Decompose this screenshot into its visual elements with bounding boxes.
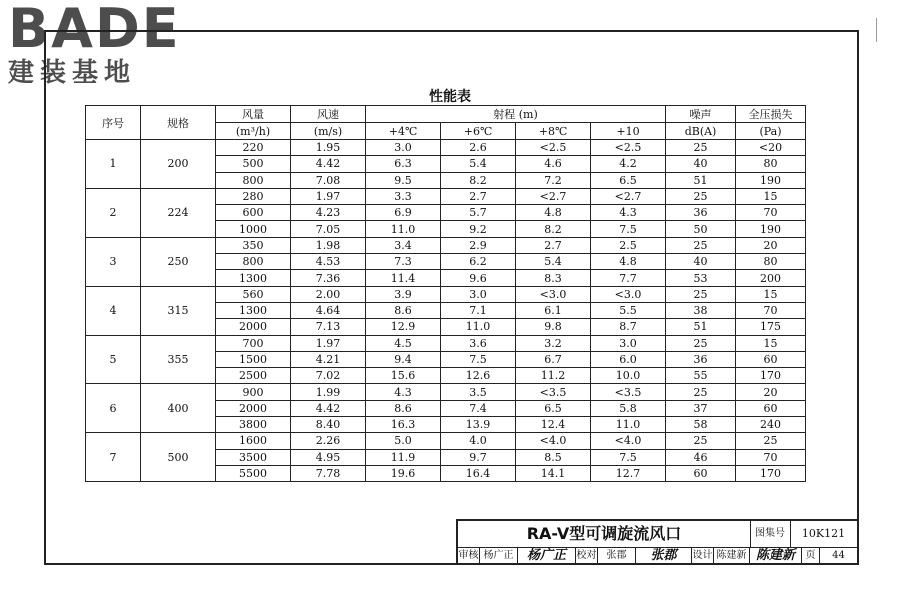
cell-throw-6: 12.6	[441, 368, 516, 384]
header-throw-6: +6℃	[441, 123, 516, 140]
cell-velocity: 4.21	[291, 351, 366, 367]
cell-throw-4: 3.9	[366, 286, 441, 302]
cell-airflow: 3500	[216, 449, 291, 465]
edge-tick	[876, 18, 877, 42]
cell-throw-10: 7.5	[591, 449, 666, 465]
cell-noise: 37	[666, 400, 736, 416]
cell-velocity: 2.26	[291, 433, 366, 449]
cell-pressure: 20	[736, 237, 806, 253]
cell-index: 2	[86, 188, 141, 237]
cell-noise: 40	[666, 254, 736, 270]
cell-airflow: 350	[216, 237, 291, 253]
cell-pressure: 190	[736, 221, 806, 237]
cell-throw-6: 3.5	[441, 384, 516, 400]
cell-noise: 25	[666, 433, 736, 449]
cell-velocity: 1.98	[291, 237, 366, 253]
cell-index: 6	[86, 384, 141, 433]
cell-velocity: 7.78	[291, 465, 366, 481]
cell-airflow: 3800	[216, 417, 291, 433]
cell-throw-10: <2.5	[591, 140, 666, 156]
cell-pressure: 80	[736, 156, 806, 172]
cell-airflow: 280	[216, 188, 291, 204]
cell-throw-4: 16.3	[366, 417, 441, 433]
cell-throw-10: 4.3	[591, 205, 666, 221]
cell-throw-6: 3.0	[441, 286, 516, 302]
cell-pressure: 20	[736, 384, 806, 400]
cell-throw-4: 12.9	[366, 319, 441, 335]
cell-throw-10: 6.5	[591, 172, 666, 188]
cell-velocity: 7.02	[291, 368, 366, 384]
cell-pressure: 80	[736, 254, 806, 270]
cell-throw-6: 9.2	[441, 221, 516, 237]
cell-throw-10: 4.2	[591, 156, 666, 172]
cell-throw-6: 7.1	[441, 302, 516, 318]
cell-throw-4: 15.6	[366, 368, 441, 384]
cell-throw-6: 2.6	[441, 140, 516, 156]
cell-pressure: 170	[736, 368, 806, 384]
cell-throw-10: 4.8	[591, 254, 666, 270]
cell-velocity: 1.99	[291, 384, 366, 400]
cell-airflow: 1300	[216, 302, 291, 318]
cell-spec: 500	[141, 433, 216, 482]
cell-throw-8: 11.2	[516, 368, 591, 384]
cell-airflow: 2000	[216, 400, 291, 416]
cell-throw-8: 8.3	[516, 270, 591, 286]
cell-spec: 355	[141, 335, 216, 384]
designer-name: 陈建新	[714, 547, 750, 565]
cell-throw-4: 6.9	[366, 205, 441, 221]
performance-table-body	[86, 140, 806, 482]
cell-airflow: 1500	[216, 351, 291, 367]
cell-throw-8: 2.7	[516, 237, 591, 253]
cell-index: 7	[86, 433, 141, 482]
header-airflow-unit: (m³/h)	[216, 123, 291, 140]
cell-throw-8: 8.2	[516, 221, 591, 237]
header-throw: 射程 (m)	[366, 106, 666, 123]
header-pressure-unit: (Pa)	[736, 123, 806, 140]
cell-noise: 25	[666, 140, 736, 156]
signature-row	[458, 547, 857, 565]
cell-velocity: 4.23	[291, 205, 366, 221]
atlas-number-label: 图集号	[750, 521, 791, 548]
cell-throw-4: 8.6	[366, 400, 441, 416]
cell-airflow: 560	[216, 286, 291, 302]
cell-airflow: 1300	[216, 270, 291, 286]
cell-throw-6: 4.0	[441, 433, 516, 449]
cell-noise: 51	[666, 172, 736, 188]
cell-throw-6: 5.7	[441, 205, 516, 221]
cell-throw-6: 11.0	[441, 319, 516, 335]
cell-velocity: 2.00	[291, 286, 366, 302]
page-label: 页	[802, 547, 820, 565]
page-number: 44	[832, 550, 845, 561]
cell-throw-8: 6.5	[516, 400, 591, 416]
cell-noise: 46	[666, 449, 736, 465]
cell-throw-4: 4.5	[366, 335, 441, 351]
cell-spec: 200	[141, 140, 216, 189]
cell-airflow: 600	[216, 205, 291, 221]
cell-pressure: 70	[736, 449, 806, 465]
checker-signature: 张郡	[636, 547, 692, 565]
header-noise-unit: dB(A)	[666, 123, 736, 140]
cell-throw-6: 9.6	[441, 270, 516, 286]
cell-throw-8: <3.5	[516, 384, 591, 400]
cell-throw-6: 3.6	[441, 335, 516, 351]
cell-throw-10: 5.5	[591, 302, 666, 318]
cell-throw-10: <2.7	[591, 188, 666, 204]
reviewer-signature: 杨广正	[518, 547, 576, 565]
cell-throw-6: 2.7	[441, 188, 516, 204]
cell-pressure: 15	[736, 286, 806, 302]
performance-table	[85, 105, 806, 482]
cell-throw-8: <2.7	[516, 188, 591, 204]
cell-throw-4: 11.9	[366, 449, 441, 465]
header-throw-4: +4℃	[366, 123, 441, 140]
cell-throw-8: 12.4	[516, 417, 591, 433]
cell-throw-4: 3.3	[366, 188, 441, 204]
header-velocity: 风速	[291, 106, 366, 123]
cell-airflow: 1000	[216, 221, 291, 237]
cell-spec: 315	[141, 286, 216, 335]
check-label: 校对	[576, 547, 598, 565]
cell-throw-10: 7.7	[591, 270, 666, 286]
header-throw-8: +8℃	[516, 123, 591, 140]
cell-throw-6: 5.4	[441, 156, 516, 172]
cell-airflow: 700	[216, 335, 291, 351]
cell-noise: 55	[666, 368, 736, 384]
cell-index: 1	[86, 140, 141, 189]
cell-throw-6: 16.4	[441, 465, 516, 481]
cell-spec: 224	[141, 188, 216, 237]
cell-throw-4: 8.6	[366, 302, 441, 318]
cell-throw-8: 5.4	[516, 254, 591, 270]
cell-throw-8: 3.2	[516, 335, 591, 351]
cell-velocity: 1.97	[291, 335, 366, 351]
cell-index: 5	[86, 335, 141, 384]
header-pressure: 全压损失	[736, 106, 806, 123]
header-index: 序号	[86, 106, 141, 140]
cell-noise: 58	[666, 417, 736, 433]
cell-velocity: 4.42	[291, 400, 366, 416]
cell-pressure: 240	[736, 417, 806, 433]
cell-pressure: 60	[736, 351, 806, 367]
cell-noise: 51	[666, 319, 736, 335]
cell-velocity: 1.95	[291, 140, 366, 156]
cell-throw-6: 8.2	[441, 172, 516, 188]
cell-throw-4: 11.4	[366, 270, 441, 286]
cell-airflow: 1600	[216, 433, 291, 449]
cell-noise: 50	[666, 221, 736, 237]
table-row	[86, 433, 806, 449]
header-throw-10: +10	[591, 123, 666, 140]
cell-pressure: 15	[736, 188, 806, 204]
drawing-title: RA-V型可调旋流风口	[458, 521, 751, 548]
cell-noise: 25	[666, 237, 736, 253]
cell-throw-4: 3.4	[366, 237, 441, 253]
cell-pressure: 25	[736, 433, 806, 449]
header-airflow: 风量	[216, 106, 291, 123]
cell-velocity: 1.97	[291, 188, 366, 204]
cell-throw-10: 12.7	[591, 465, 666, 481]
cell-spec: 400	[141, 384, 216, 433]
cell-pressure: 170	[736, 465, 806, 481]
cell-pressure: 70	[736, 302, 806, 318]
reviewer-name: 杨广正	[480, 547, 518, 565]
cell-throw-4: 9.4	[366, 351, 441, 367]
logo-wordmark: BADE	[8, 0, 181, 60]
cell-throw-6: 9.7	[441, 449, 516, 465]
header-velocity-unit: (m/s)	[291, 123, 366, 140]
cell-airflow: 900	[216, 384, 291, 400]
cell-throw-6: 2.9	[441, 237, 516, 253]
cell-velocity: 7.13	[291, 319, 366, 335]
cell-throw-6: 7.4	[441, 400, 516, 416]
cell-noise: 38	[666, 302, 736, 318]
logo-subtitle: 建装基地	[8, 58, 137, 88]
cell-noise: 25	[666, 188, 736, 204]
cell-pressure: 70	[736, 205, 806, 221]
cell-throw-4: 11.0	[366, 221, 441, 237]
cell-airflow: 2000	[216, 319, 291, 335]
cell-airflow: 220	[216, 140, 291, 156]
cell-throw-8: <4.0	[516, 433, 591, 449]
cell-index: 3	[86, 237, 141, 286]
cell-noise: 40	[666, 156, 736, 172]
cell-throw-10: 8.7	[591, 319, 666, 335]
cell-throw-8: 14.1	[516, 465, 591, 481]
cell-throw-6: 7.5	[441, 351, 516, 367]
cell-noise: 36	[666, 351, 736, 367]
cell-throw-10: 3.0	[591, 335, 666, 351]
cell-throw-10: <3.5	[591, 384, 666, 400]
cell-throw-8: <2.5	[516, 140, 591, 156]
cell-pressure: 200	[736, 270, 806, 286]
cell-pressure: 15	[736, 335, 806, 351]
cell-throw-6: 13.9	[441, 417, 516, 433]
cell-throw-4: 3.0	[366, 140, 441, 156]
cell-velocity: 7.08	[291, 172, 366, 188]
cell-throw-10: 11.0	[591, 417, 666, 433]
cell-throw-4: 5.0	[366, 433, 441, 449]
cell-throw-10: 10.0	[591, 368, 666, 384]
table-row	[86, 286, 806, 302]
cell-throw-8: 8.5	[516, 449, 591, 465]
cell-velocity: 4.64	[291, 302, 366, 318]
cell-velocity: 4.53	[291, 254, 366, 270]
cell-index: 4	[86, 286, 141, 335]
cell-throw-10: <3.0	[591, 286, 666, 302]
cell-noise: 25	[666, 286, 736, 302]
checker-name: 张郡	[598, 547, 636, 565]
cell-noise: 25	[666, 335, 736, 351]
header-noise: 噪声	[666, 106, 736, 123]
cell-pressure: <20	[736, 140, 806, 156]
cell-throw-4: 9.5	[366, 172, 441, 188]
cell-throw-8: 4.6	[516, 156, 591, 172]
cell-airflow: 800	[216, 172, 291, 188]
atlas-number: 10K121	[790, 521, 857, 548]
cell-throw-10: 6.0	[591, 351, 666, 367]
cell-throw-4: 7.3	[366, 254, 441, 270]
cell-throw-8: 9.8	[516, 319, 591, 335]
cell-throw-6: 6.2	[441, 254, 516, 270]
cell-throw-8: 6.1	[516, 302, 591, 318]
table-title: 性能表	[429, 89, 471, 105]
cell-pressure: 175	[736, 319, 806, 335]
table-row	[86, 237, 806, 253]
cell-velocity: 4.95	[291, 449, 366, 465]
cell-velocity: 7.05	[291, 221, 366, 237]
cell-airflow: 2500	[216, 368, 291, 384]
cell-noise: 36	[666, 205, 736, 221]
cell-noise: 25	[666, 384, 736, 400]
title-block	[456, 519, 859, 565]
designer-signature: 陈建新	[750, 547, 802, 565]
cell-throw-8: 4.8	[516, 205, 591, 221]
cell-airflow: 500	[216, 156, 291, 172]
cell-throw-10: 2.5	[591, 237, 666, 253]
cell-airflow: 5500	[216, 465, 291, 481]
cell-throw-4: 19.6	[366, 465, 441, 481]
cell-throw-10: 5.8	[591, 400, 666, 416]
cell-noise: 53	[666, 270, 736, 286]
header-spec: 规格	[141, 106, 216, 140]
cell-pressure: 60	[736, 400, 806, 416]
cell-throw-8: 7.2	[516, 172, 591, 188]
cell-throw-8: <3.0	[516, 286, 591, 302]
cell-throw-10: 7.5	[591, 221, 666, 237]
cell-velocity: 7.36	[291, 270, 366, 286]
cell-spec: 250	[141, 237, 216, 286]
design-label: 设计	[692, 547, 714, 565]
cell-velocity: 4.42	[291, 156, 366, 172]
cell-noise: 60	[666, 465, 736, 481]
cell-velocity: 8.40	[291, 417, 366, 433]
review-label: 审核	[458, 547, 480, 565]
cell-pressure: 190	[736, 172, 806, 188]
cell-throw-8: 6.7	[516, 351, 591, 367]
cell-throw-4: 6.3	[366, 156, 441, 172]
table-row	[86, 188, 806, 204]
table-row	[86, 140, 806, 156]
table-row	[86, 384, 806, 400]
table-row	[86, 335, 806, 351]
cell-airflow: 800	[216, 254, 291, 270]
cell-throw-4: 4.3	[366, 384, 441, 400]
cell-throw-10: <4.0	[591, 433, 666, 449]
